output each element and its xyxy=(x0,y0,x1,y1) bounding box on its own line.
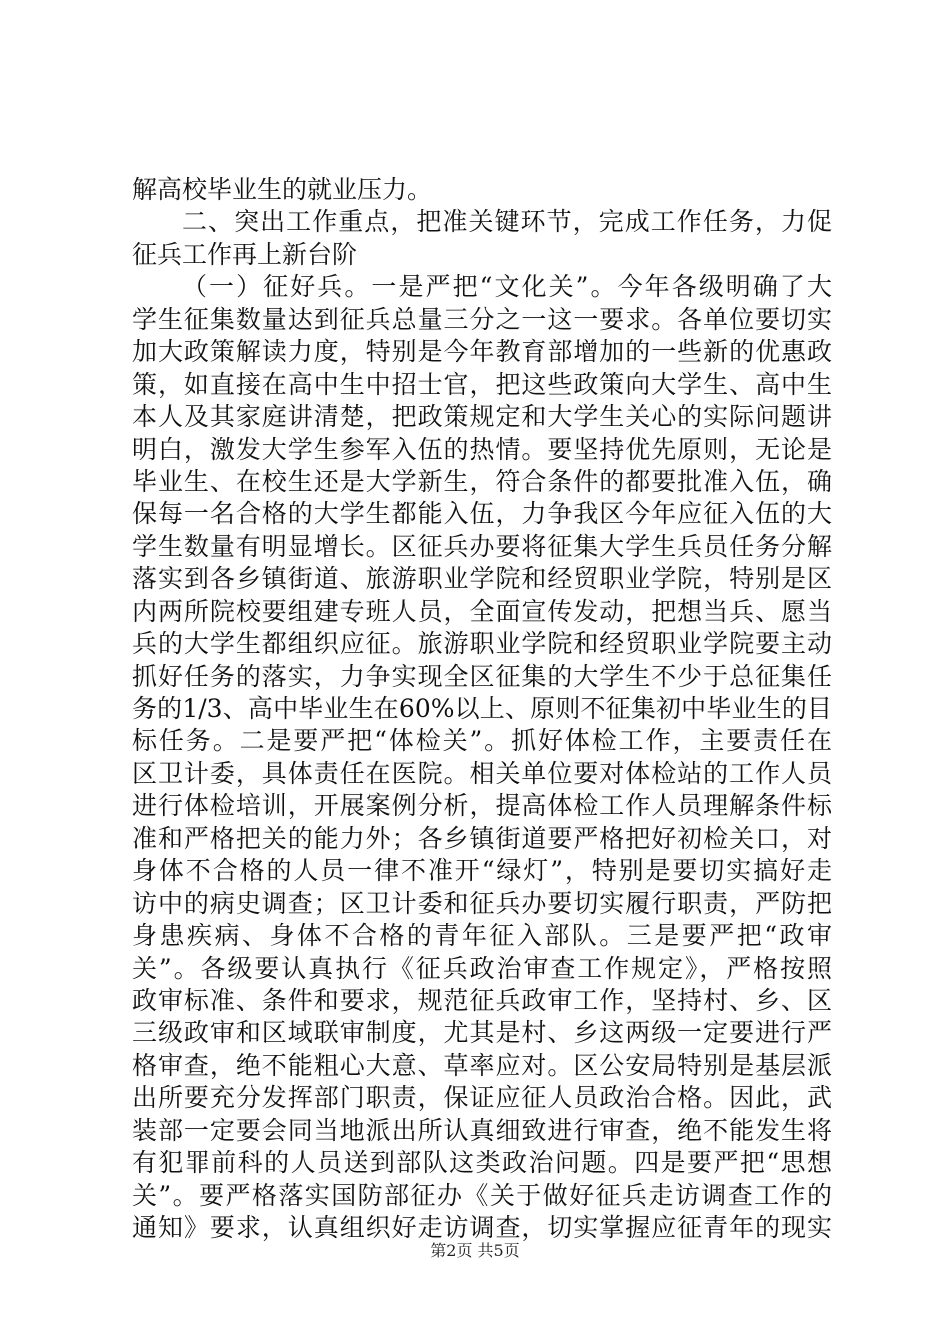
section-heading-line: 二、突出工作重点，把准关键环节，完成工作任务，力促 xyxy=(182,207,832,237)
text-line: 落实到各乡镇街道、旅游职业学院和经贸职业学院，特别是区 xyxy=(132,564,832,594)
text-line: 策，如直接在高中生中招士官，把这些政策向大学生、高中生 xyxy=(132,369,832,399)
text-line: 标任务。二是要严把“体检关”。抓好体检工作，主要责任在 xyxy=(132,726,832,756)
text-line: 关”。各级要认真执行《征兵政治审查工作规定》，严格按照 xyxy=(132,953,832,983)
text-line: 学生数量有明显增长。区征兵办要将征集大学生兵员任务分解 xyxy=(132,531,832,561)
text-line: 出所要充分发挥部门职责，保证应征人员政治合格。因此，武 xyxy=(132,1083,832,1113)
text-line: 政审标准、条件和要求，规范征兵政审工作，坚持村、乡、区 xyxy=(132,985,832,1015)
text-line: 内两所院校要组建专班人员，全面宣传发动，把想当兵、愿当 xyxy=(132,596,832,626)
text-line: 兵的大学生都组织应征。旅游职业学院和经贸职业学院要主动 xyxy=(132,629,832,659)
text-line: 有犯罪前科的人员送到部队这类政治问题。四是要严把“思想 xyxy=(132,1148,832,1178)
text-line: 解高校毕业生的就业压力。 xyxy=(132,175,433,204)
text-line: 访中的病史调查；区卫计委和征兵办要切实履行职责，严防把 xyxy=(132,888,832,918)
text-line: 身体不合格的人员一律不准开“绿灯”，特别是要切实搞好走 xyxy=(132,856,832,886)
text-line: 明白，激发大学生参军入伍的热情。要坚持优先原则，无论是 xyxy=(132,434,832,464)
text-line: 抓好任务的落实，力争实现全区征集的大学生不少于总征集任 xyxy=(132,661,832,691)
page-number-footer: 第2页 共5页 xyxy=(430,1241,520,1260)
text-line: 三级政审和区域联审制度，尤其是村、乡这两级一定要进行严 xyxy=(132,1018,832,1048)
text-line: 保每一名合格的大学生都能入伍，力争我区今年应征入伍的大 xyxy=(132,499,832,529)
text-line: 装部一定要会同当地派出所认真细致进行审查，绝不能发生将 xyxy=(132,1115,832,1145)
section-heading-line: 征兵工作再上新台阶 xyxy=(132,239,358,269)
text-line: 格审查，绝不能粗心大意、草率应对。区公安局特别是基层派 xyxy=(132,1050,832,1080)
text-line: 进行体检培训，开展案例分析，提高体检工作人员理解条件标 xyxy=(132,791,832,821)
text-line: 通知》要求，认真组织好走访调查，切实掌握应征青年的现实 xyxy=(132,1213,832,1242)
document-body xyxy=(132,174,832,1244)
text-line: 区卫计委，具体责任在医院。相关单位要对体检站的工作人员 xyxy=(132,758,832,788)
text-line: （一）征好兵。一是严把“文化关”。今年各级明确了大 xyxy=(182,272,832,302)
text-line: 本人及其家庭讲清楚，把政策规定和大学生关心的实际问题讲 xyxy=(132,402,832,432)
text-line: 学生征集数量达到征兵总量三分之一这一要求。各单位要切实 xyxy=(132,304,832,334)
text-line: 身患疾病、身体不合格的青年征入部队。三是要严把“政审 xyxy=(132,921,832,951)
text-line: 关”。要严格落实国防部征办《关于做好征兵走访调查工作的 xyxy=(132,1180,832,1210)
text-line: 加大政策解读力度，特别是今年教育部增加的一些新的优惠政 xyxy=(132,337,832,367)
text-line: 准和严格把关的能力外；各乡镇街道要严格把好初检关口，对 xyxy=(132,823,832,853)
text-line: 务的1/3、高中毕业生在60%以上、原则不征集初中毕业生的目 xyxy=(132,694,832,723)
text-line: 毕业生、在校生还是大学新生，符合条件的都要批准入伍，确 xyxy=(132,466,832,496)
